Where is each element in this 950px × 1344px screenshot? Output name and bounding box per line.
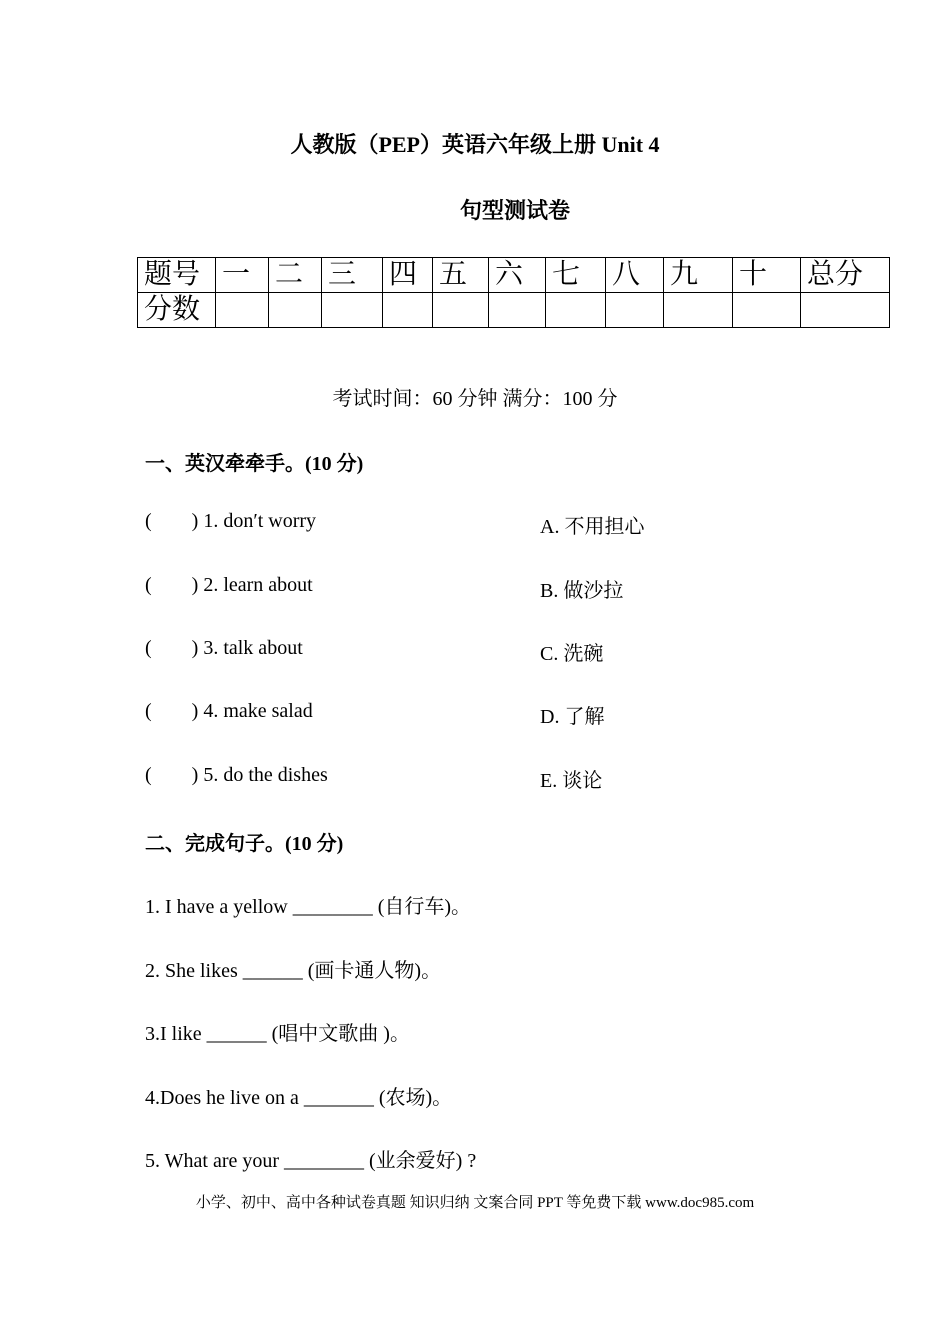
score-cell[interactable] bbox=[733, 293, 801, 328]
table-cell: 八 bbox=[606, 258, 664, 293]
table-cell: 九 bbox=[664, 258, 733, 293]
sentence-item: 1. I have a yellow ________ (自行车)。 bbox=[145, 896, 472, 918]
match-choice: D. 了解 bbox=[540, 706, 605, 728]
sentence-item: 4.Does he live on a _______ (农场)。 bbox=[145, 1087, 453, 1109]
score-cell[interactable] bbox=[433, 293, 489, 328]
match-item: ( ) 1. don′t worry bbox=[145, 510, 317, 532]
table-cell: 七 bbox=[546, 258, 606, 293]
sentence-item: 2. She likes ______ (画卡通人物)。 bbox=[145, 960, 442, 982]
score-table-header-row bbox=[138, 258, 890, 293]
score-cell[interactable] bbox=[664, 293, 733, 328]
match-item: ( ) 4. make salad bbox=[145, 700, 313, 722]
score-cell[interactable] bbox=[322, 293, 383, 328]
table-cell: 总分 bbox=[801, 258, 890, 293]
table-cell: 四 bbox=[383, 258, 433, 293]
match-choice: B. 做沙拉 bbox=[540, 580, 624, 602]
table-cell: 五 bbox=[433, 258, 489, 293]
table-cell: 六 bbox=[489, 258, 546, 293]
table-cell: 一 bbox=[216, 258, 269, 293]
score-cell[interactable] bbox=[801, 293, 890, 328]
score-cell[interactable] bbox=[546, 293, 606, 328]
sentence-item: 5. What are your ________ (业余爱好) ? bbox=[145, 1150, 477, 1172]
match-item: ( ) 5. do the dishes bbox=[145, 764, 328, 786]
score-cell[interactable] bbox=[269, 293, 322, 328]
exam-info: 考试时间：60 分钟 满分：100 分 bbox=[332, 388, 618, 410]
sentence-item: 3.I like ______ (唱中文歌曲 )。 bbox=[145, 1023, 410, 1045]
footer-note: 小学、初中、高中各种试卷真题 知识归纳 文案合同 PPT 等免费下载 www.doc985.com bbox=[195, 1195, 755, 1211]
page-subtitle: 句型测试卷 bbox=[459, 198, 570, 223]
score-cell[interactable] bbox=[383, 293, 433, 328]
table-cell: 十 bbox=[733, 258, 801, 293]
table-cell: 题号 bbox=[138, 258, 216, 293]
table-cell: 二 bbox=[269, 258, 322, 293]
score-table bbox=[137, 257, 890, 328]
match-choice: A. 不用担心 bbox=[540, 516, 645, 538]
page-title: 人教版（PEP）英语六年级上册 Unit 4 bbox=[290, 132, 660, 157]
match-choice: C. 洗碗 bbox=[540, 643, 604, 665]
match-item: ( ) 2. learn about bbox=[145, 574, 313, 596]
match-item: ( ) 3. talk about bbox=[145, 637, 303, 659]
match-choice: E. 谈论 bbox=[540, 770, 603, 792]
section2-heading: 二、完成句子。(10 分) bbox=[145, 833, 344, 855]
table-cell: 分数 bbox=[138, 293, 216, 328]
score-cell[interactable] bbox=[606, 293, 664, 328]
score-cell[interactable] bbox=[216, 293, 269, 328]
score-table-score-row bbox=[138, 293, 890, 328]
score-cell[interactable] bbox=[489, 293, 546, 328]
table-cell: 三 bbox=[322, 258, 383, 293]
section1-heading: 一、英汉牵牵手。(10 分) bbox=[145, 453, 364, 475]
